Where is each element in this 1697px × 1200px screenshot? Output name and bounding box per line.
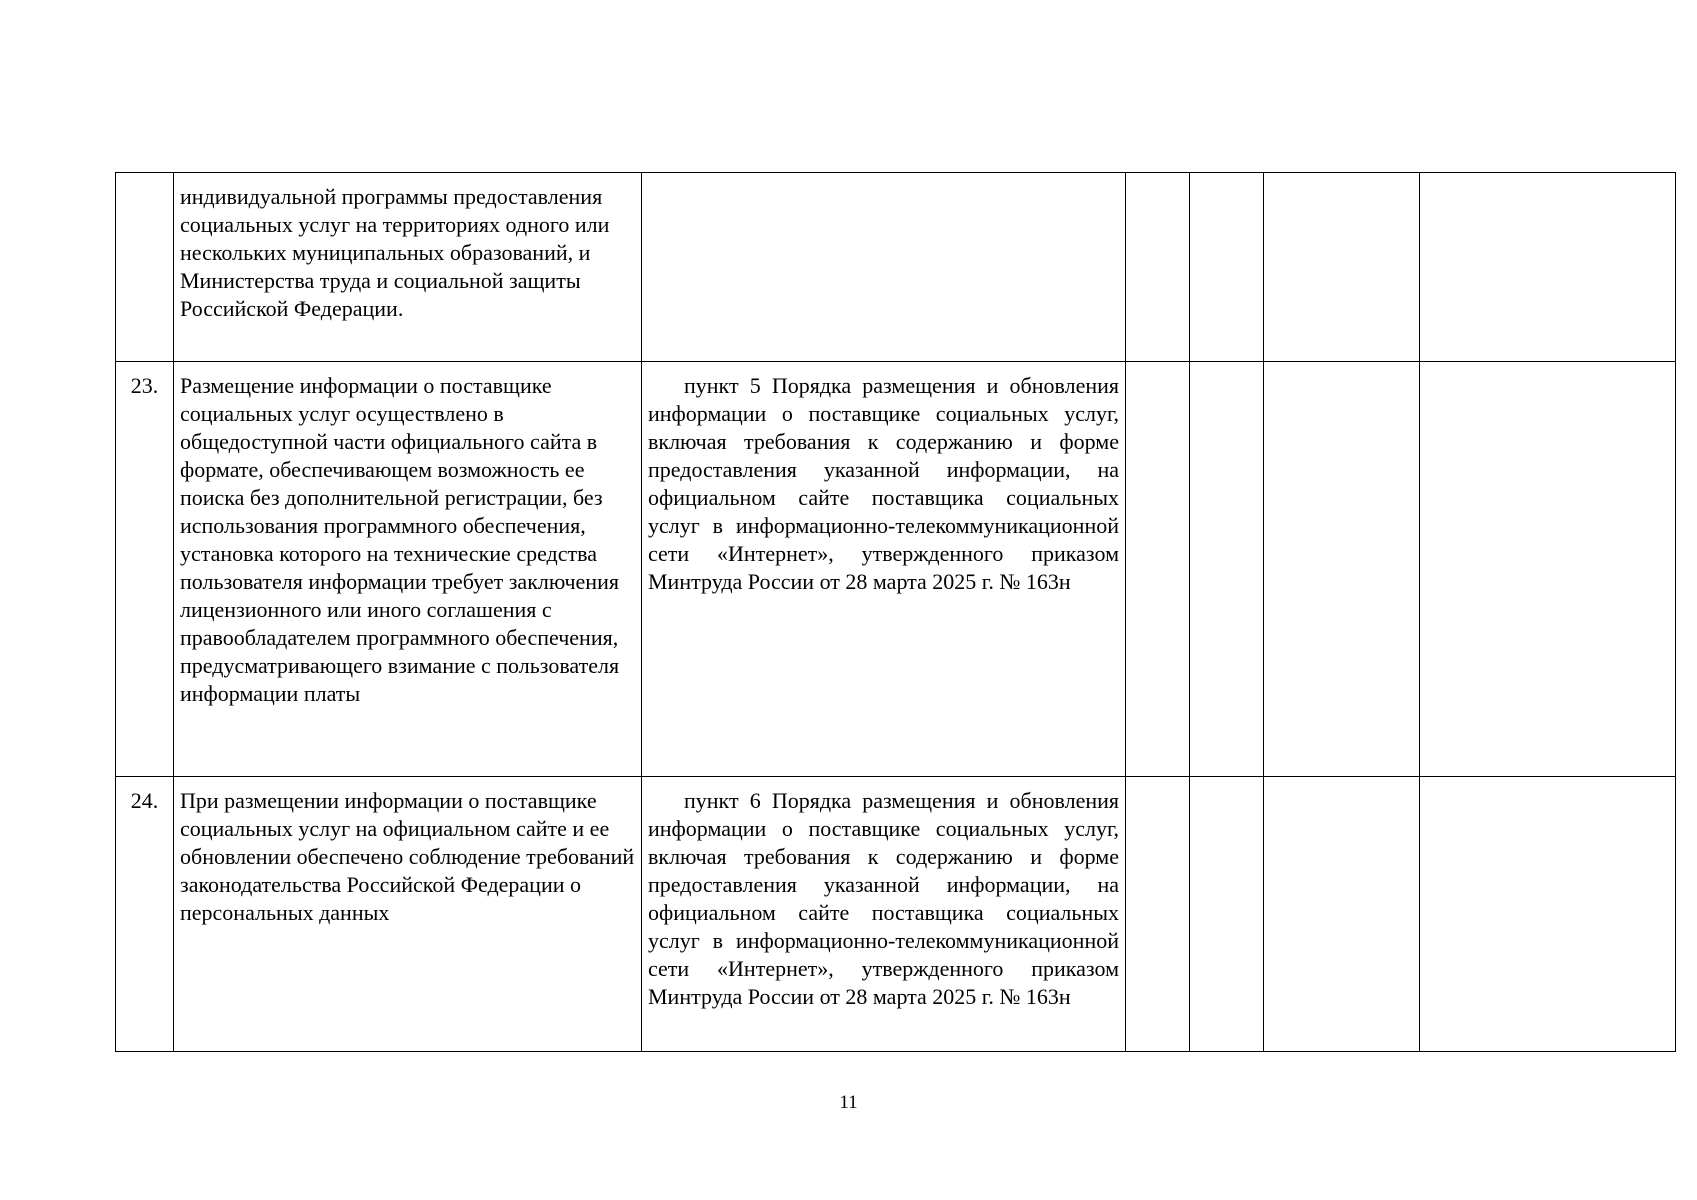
table-row [116, 173, 1676, 362]
answer-cell-yes [1126, 173, 1190, 362]
reference-cell [642, 777, 1126, 1052]
answer-cell-yes [1126, 362, 1190, 777]
table-row [116, 362, 1676, 777]
row-number-cell [116, 173, 174, 362]
answer-cell-na [1264, 362, 1420, 777]
reference-cell [642, 362, 1126, 777]
requirement-cell: Размещение информации о поставщике социальных услуг осуществлено в общедоступной части официального сайта в формате, обеспечивающем возможность ее поиска без дополнительной регистрации, без использования программного обеспечения, установка которого на технические средства пользователя информации требует заключения лицензионного или иного соглашения с правообладателем программного обеспечения, предусматривающего взимание с пользователя информации платы [174, 362, 642, 777]
requirement-cell: индивидуальной программы предоставления социальных услуг на территориях одного или нескольких муниципальных образований, и Министерства труда и социальной защиты Российской Федерации. [174, 173, 642, 362]
table-row [116, 777, 1676, 1052]
answer-cell-na [1264, 173, 1420, 362]
answer-cell-no [1190, 173, 1264, 362]
page-number: 11 [839, 1092, 858, 1113]
row-number-cell: 24. [116, 777, 174, 1052]
notes-cell [1420, 173, 1676, 362]
checklist-table [115, 172, 1676, 1052]
reference-text: пункт 5 Порядка размещения и обновления информации о поставщике социальных услуг, включая требования к содержанию и форме предоставления указанной информации, на официальном сайте поставщика социальных услуг в информационно-телекоммуникационной сети «Интернет», утвержденного приказом Минтруда России от 28 марта 2025 г. № 163н [648, 373, 1119, 594]
answer-cell-no [1190, 777, 1264, 1052]
notes-cell [1420, 362, 1676, 777]
reference-cell [642, 173, 1126, 362]
answer-cell-no [1190, 362, 1264, 777]
requirement-cell: При размещении информации о поставщике социальных услуг на официальном сайте и ее обновлении обеспечено соблюдение требований законодательства Российской Федерации о персональных данных [174, 777, 642, 1052]
answer-cell-na [1264, 777, 1420, 1052]
row-number-cell: 23. [116, 362, 174, 777]
reference-text: пункт 6 Порядка размещения и обновления информации о поставщике социальных услуг, включая требования к содержанию и форме предоставления указанной информации, на официальном сайте поставщика социальных услуг в информационно-телекоммуникационной сети «Интернет», утвержденного приказом Минтруда России от 28 марта 2025 г. № 163н [648, 788, 1119, 1009]
answer-cell-yes [1126, 777, 1190, 1052]
notes-cell [1420, 777, 1676, 1052]
document-sheet [115, 172, 1675, 1052]
